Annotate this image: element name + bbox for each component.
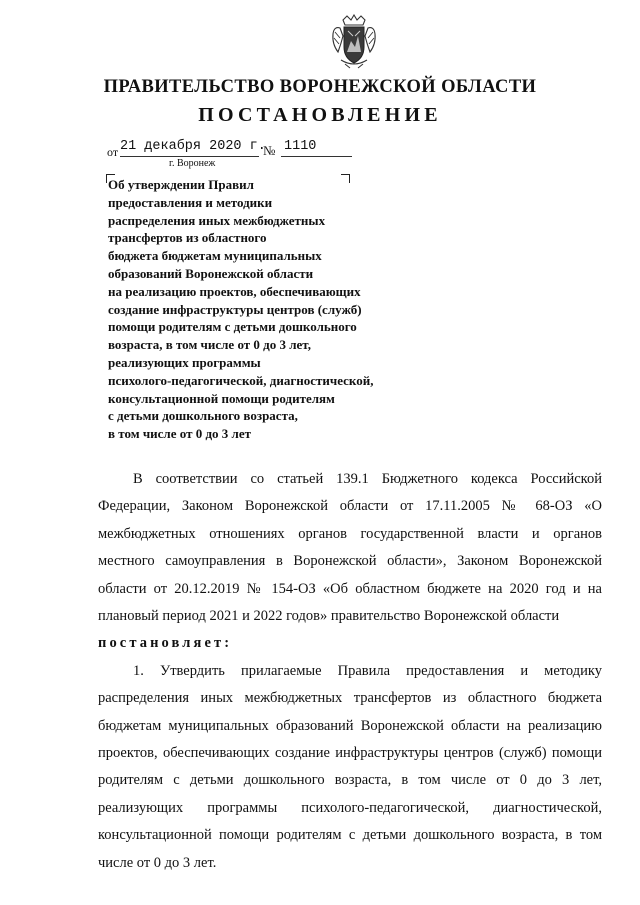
subject-line: трансфертов из областного [108,230,267,246]
resolves-word: постановляет: [98,635,233,652]
subject-line: бюджета бюджетам муниципальных [108,248,322,264]
coat-of-arms-icon [331,14,377,70]
date-prefix: от [107,145,119,159]
subject-line: создание инфраструктуры центров (служб) [108,301,362,317]
subject-line: с детьми дошкольного возраста, [108,408,298,424]
subject-line: возраста, в том числе от 0 до 3 лет, [108,337,311,353]
subject-line: распределения иных межбюджетных [108,212,326,228]
subject-line: реализующих программы [108,354,261,370]
document-subject [108,176,408,443]
subject-line: образований Воронежской области [108,265,314,281]
document-type: ПОСТАНОВЛЕНИЕ [198,104,442,126]
preamble-paragraph: В соответствии со статьей 139.1 Бюджетного кодекса Российской Федерации, Законом Воронежской области от 17.11.2005 № 68-ОЗ «О межбюджетных отношениях органов государственной власти и органов местного самоуправления в Воронежской области», Законом Воронежской области от 20.12.2019 № 154-ОЗ «Об областном бюджете на 2020 год и на плановый период 2021 и 2022 годов» правительство Воронежской области [98,471,602,625]
document-body [98,466,602,877]
document-number: 1110 [281,139,352,157]
subject-line: помощи родителям с детьми дошкольного [108,319,357,335]
subject-line: в том числе от 0 до 3 лет [108,426,251,442]
item-1-paragraph: 1. Утвердить прилагаемые Правила предоставления и методику распределения иных межбюджетных трансфертов из областного бюджета бюджетам муниципальных образований Воронежской области на реализацию проектов, обеспечивающих создание инфраструктуры центров (служб) помощи родителям с детьми дошкольного возраста, в том числе от 0 до 3 лет, реализующих программы психолого-педагогической, диагностической, консультационной помощи родителям с детьми дошкольного возраста, в том числе от 0 до 3 лет. [98,662,602,871]
subject-line: на реализацию проектов, обеспечивающих [108,283,361,299]
organization-name: ПРАВИТЕЛЬСТВО ВОРОНЕЖСКОЙ ОБЛАСТИ [103,77,537,97]
subject-line: консультационной помощи родителям [108,390,335,406]
document-date: 21 декабря 2020 г. [120,139,259,157]
number-label: № [263,143,276,158]
city-name: г. Воронеж [169,158,216,169]
subject-line: предоставления и методики [108,194,273,210]
subject-line: психолого-педагогической, диагностической, [108,372,374,388]
subject-line: Об утверждении Правил [108,177,254,192]
